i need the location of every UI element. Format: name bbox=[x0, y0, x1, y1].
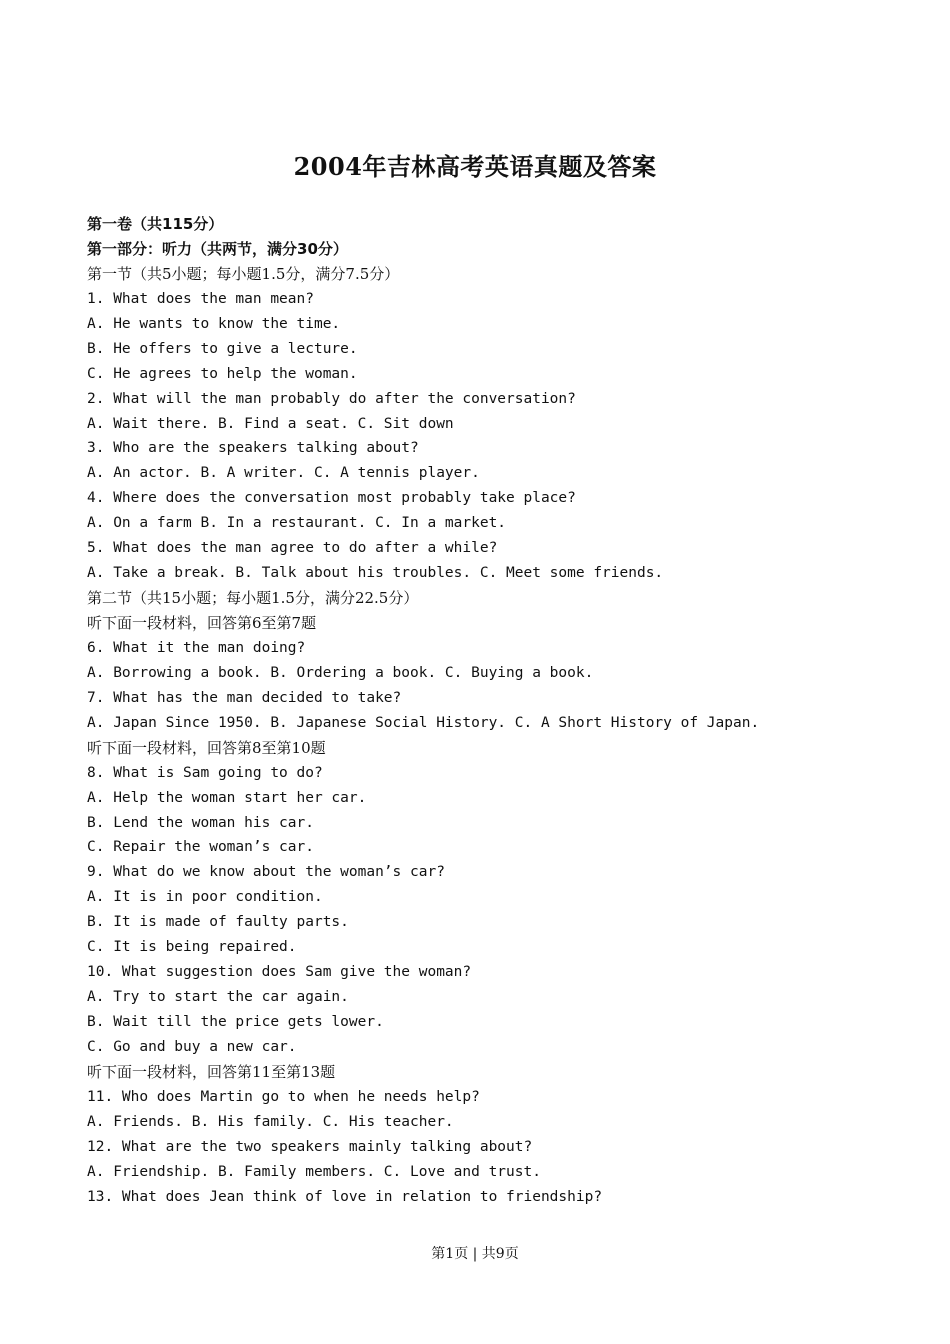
text-line: B. Lend the woman his car. bbox=[87, 814, 314, 831]
text-line: 12. What are the two speakers mainly talking about? bbox=[87, 1138, 533, 1155]
text-line: B. He offers to give a lecture. bbox=[87, 340, 358, 357]
text-line: A. Friendship. B. Family members. C. Love and trust. bbox=[87, 1163, 541, 1180]
text-line: 2. What will the man probably do after the conversation? bbox=[87, 390, 576, 407]
text-line: A. An actor. B. A writer. C. A tennis player. bbox=[87, 465, 480, 482]
text-line: B. Wait till the price gets lower. bbox=[87, 1014, 384, 1030]
section-heading: 第一部分：听力（共两节，满分30分） bbox=[87, 239, 348, 258]
section-instruction: 听下面一段材料，回答第8至第10题 bbox=[87, 738, 326, 757]
text-line: A. Help the woman start her car. bbox=[87, 789, 367, 806]
section-instruction: 第二节（共15小题；每小题1.5分，满分22.5分） bbox=[87, 589, 419, 608]
text-line: 3. Who are the speakers talking about? bbox=[87, 440, 419, 457]
section-instruction: 第一节（共5小题；每小题1.5分，满分7.5分） bbox=[87, 264, 400, 283]
text-line: A. He wants to know the time. bbox=[87, 315, 341, 332]
text-line: C. He agrees to help the woman. bbox=[87, 365, 358, 382]
text-line: 4. Where does the conversation most probably take place? bbox=[87, 490, 576, 507]
text-line: A. Japan Since 1950. B. Japanese Social History. C. A Short History of Japan. bbox=[87, 714, 760, 731]
text-line: A. Wait there. B. Find a seat. C. Sit down bbox=[87, 415, 454, 432]
text-line: A. Borrowing a book. B. Ordering a book. C. Buying a book. bbox=[87, 664, 594, 681]
text-line: 13. What does Jean think of love in relation to friendship? bbox=[87, 1188, 603, 1205]
document-body bbox=[87, 212, 887, 1210]
text-line: B. It is made of faulty parts. bbox=[87, 914, 349, 931]
text-line: 6. What it the man doing? bbox=[87, 639, 306, 656]
section-heading: 第一卷（共115分） bbox=[87, 215, 224, 233]
text-line: 10. What suggestion does Sam give the woman? bbox=[87, 964, 472, 981]
document-title: 2004年吉林高考英语真题及答案 bbox=[293, 152, 657, 181]
section-instruction: 听下面一段材料，回答第6至第7题 bbox=[87, 614, 317, 632]
section-instruction: 听下面一段材料，回答第11至第13题 bbox=[87, 1062, 336, 1081]
text-line: A. Try to start the car again. bbox=[87, 989, 349, 1006]
text-line: 7. What has the man decided to take? bbox=[87, 689, 402, 706]
text-line: 5. What does the man agree to do after a while? bbox=[87, 540, 498, 557]
text-line: A. Friends. B. His family. C. His teacher. bbox=[87, 1113, 454, 1130]
text-line: 11. Who does Martin go to when he needs help? bbox=[87, 1088, 480, 1105]
text-line: 8. What is Sam going to do? bbox=[87, 764, 323, 781]
text-line: C. It is being repaired. bbox=[87, 939, 297, 956]
text-line: C. Repair the woman’s car. bbox=[87, 839, 314, 856]
text-line: A. It is in poor condition. bbox=[87, 889, 323, 906]
text-line: 1. What does the man mean? bbox=[87, 290, 314, 307]
text-line: 9. What do we know about the woman’s car? bbox=[87, 864, 445, 881]
page-footer: 第1页 | 共9页 bbox=[431, 1246, 519, 1262]
text-line: A. On a farm B. In a restaurant. C. In a market. bbox=[87, 515, 507, 532]
text-line: C. Go and buy a new car. bbox=[87, 1038, 297, 1055]
text-line: A. Take a break. B. Talk about his troubles. C. Meet some friends. bbox=[87, 565, 664, 582]
